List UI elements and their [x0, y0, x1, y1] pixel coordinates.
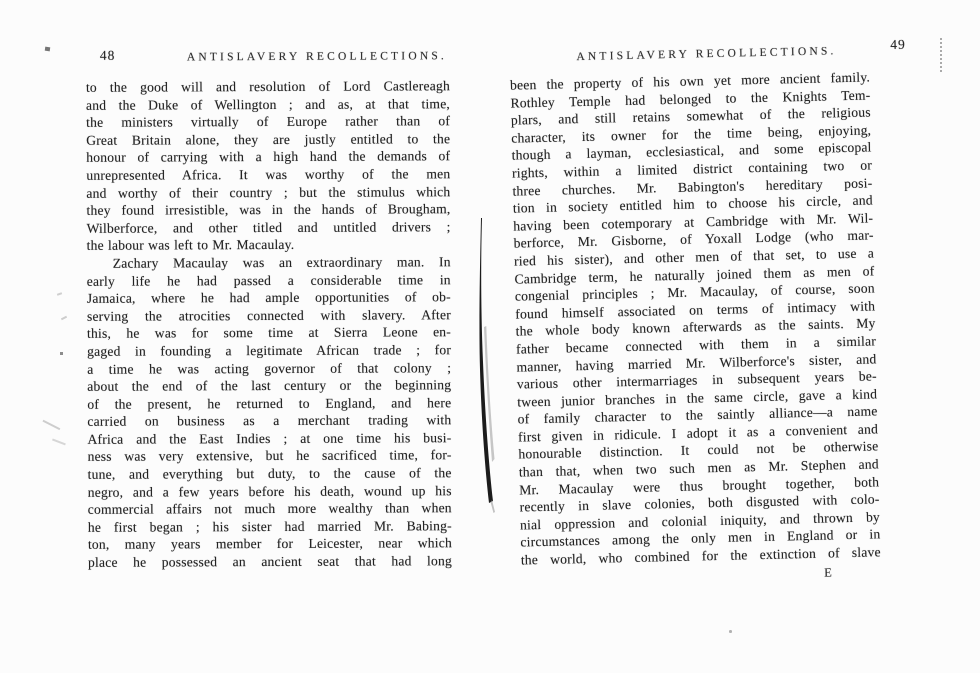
text-line: character, its owner for the time being, enjoying,: [511, 122, 872, 146]
text-line: carried on business as a merchant trading with: [87, 412, 452, 430]
text-line: Africa and the East Indies ; at one time his busi-: [87, 430, 452, 447]
text-line: they found irresistible, was in the hands of Brougham,: [86, 201, 451, 218]
text-line: of family character to the saintly alliance—a name: [517, 403, 878, 427]
text-line: and worthy of their country ; but the stimulus which: [86, 183, 451, 201]
gutter-crease-artifact: [474, 212, 510, 518]
text-line: commercial affairs not much more wealthy than when: [87, 500, 452, 518]
text-line: the ministers virtually of Europe rather than of: [86, 113, 451, 130]
scan-speck: [729, 630, 732, 633]
scan-speck: [45, 47, 51, 52]
text-line: and the Duke of Wellington ; and as, at that time,: [85, 95, 451, 113]
text-line: ton, many years member for Leicester, near which: [87, 535, 452, 553]
text-line: Wilberforce, and other titled and untitled drivers ;: [86, 218, 451, 236]
text-line: having been cotemporary at Cambridge with Mr. Wil-: [513, 210, 874, 234]
text-line: the labour was left to Mr. Macaulay.: [86, 237, 295, 254]
text-line: honourable distinction. It could not be otherwise: [518, 438, 879, 463]
text-line: ness was very extensive, but he sacrificed time, for-: [87, 447, 452, 465]
text-line: the world, who combined for the extinction of slave: [520, 544, 881, 568]
text-line: gaged in founding a legitimate African trade ; for: [87, 342, 452, 359]
text-line: first given in ridicule. I adopt it as a convenient and: [517, 421, 879, 445]
right-page-body: [510, 68, 881, 569]
text-line: circumstances among the only men in England or in: [520, 526, 881, 550]
text-line: a time he was acting governor of that colony ;: [87, 359, 452, 377]
text-line: tween junior branches in the same circle, gave a kind: [517, 386, 878, 410]
text-line: tune, and everything but duty, to the cause of the: [87, 465, 452, 482]
text-line: the whole body known afterwards as the saints. My: [515, 315, 876, 339]
signature-mark: E: [824, 565, 833, 580]
text-line: congenial principles ; Mr. Macaulay, of course, soon: [514, 280, 875, 304]
text-line: unrepresented Africa. It was worthy of the men: [86, 166, 451, 183]
text-line: Rothley Temple had belonged to the Knights Tem-: [510, 87, 871, 111]
text-line: this, he was for some time at Sierra Leone en-: [86, 324, 452, 342]
text-line: place he possessed an ancient seat that had long: [87, 553, 453, 570]
text-line: honour of carrying with a high hand the demands of: [86, 148, 451, 166]
text-line: father became connected with them in a similar: [515, 333, 877, 357]
text-line: tion in society entitled him to choose his circle, and: [512, 192, 873, 216]
running-header-right: ANTISLAVERY RECOLLECTIONS.: [576, 45, 837, 64]
running-header-left: ANTISLAVERY RECOLLECTIONS.: [186, 50, 448, 64]
text-line: ried his sister), and other men of that set, to use a: [513, 245, 875, 269]
text-line: Mr. Macaulay were thus brought together, both: [519, 474, 880, 498]
text-line: plars, and still retains somewhat of the religious: [510, 104, 871, 128]
edge-dash-artifact: [940, 38, 942, 72]
scan-speck: [52, 439, 66, 446]
left-page-body: [86, 77, 452, 571]
text-line: Cambridge term, he naturally joined them as men of: [514, 262, 875, 287]
text-line: found himself associated on terms of intimacy with: [515, 298, 876, 322]
text-line: serving the atrocities connected with slavery. After: [86, 306, 451, 324]
text-line: rights, within a limited district containing two or: [511, 157, 873, 181]
text-line: been the property of his own yet more ancient family.: [509, 69, 871, 93]
page-number-left: 48: [99, 47, 116, 63]
scan-speck: [61, 316, 67, 321]
text-line: recently in slave colonies, both disgusted with colo-: [519, 491, 880, 515]
text-line: to the good will and resolution of Lord Castlereagh: [85, 78, 450, 95]
left-page: [84, 39, 459, 621]
text-line: Great Britain alone, they are justly entitled to the: [86, 130, 451, 148]
text-line: various other intermarriages in subsequent years be-: [516, 368, 877, 392]
text-line: nial oppression and colonial iniquity, and thrown by: [519, 509, 881, 533]
scan-speck: [60, 352, 63, 355]
page-number-right: 49: [890, 36, 906, 53]
text-line: of the present, he returned to England, and here: [87, 394, 452, 412]
text-line: about the end of the last century or the beginning: [87, 377, 452, 394]
text-line: than that, when two such men as Mr. Stephen and: [518, 456, 879, 480]
scan-speck: [57, 292, 62, 296]
scan-speck: [43, 420, 61, 430]
text-line: though a layman, ecclesiastical, and some episcopal: [511, 139, 872, 163]
text-line: Zachary Macaulay was an extraordinary man. In: [112, 254, 451, 271]
text-line: he first began ; his sister had married Mr. Babing-: [87, 518, 452, 535]
right-page: [506, 25, 930, 634]
text-line: berforce, Mr. Gisborne, of Yoxall Lodge (who mar-: [513, 227, 874, 251]
text-line: early life he had passed a considerable time in: [86, 271, 451, 289]
text-line: Jamaica, where he had ample opportunities of ob-: [86, 289, 451, 306]
text-line: three churches. Mr. Babington's hereditary posi-: [512, 175, 873, 199]
text-line: negro, and a few years before his death, wound up his: [87, 482, 452, 500]
text-line: manner, having married Mr. Wilberforce's sister, and: [516, 350, 877, 375]
